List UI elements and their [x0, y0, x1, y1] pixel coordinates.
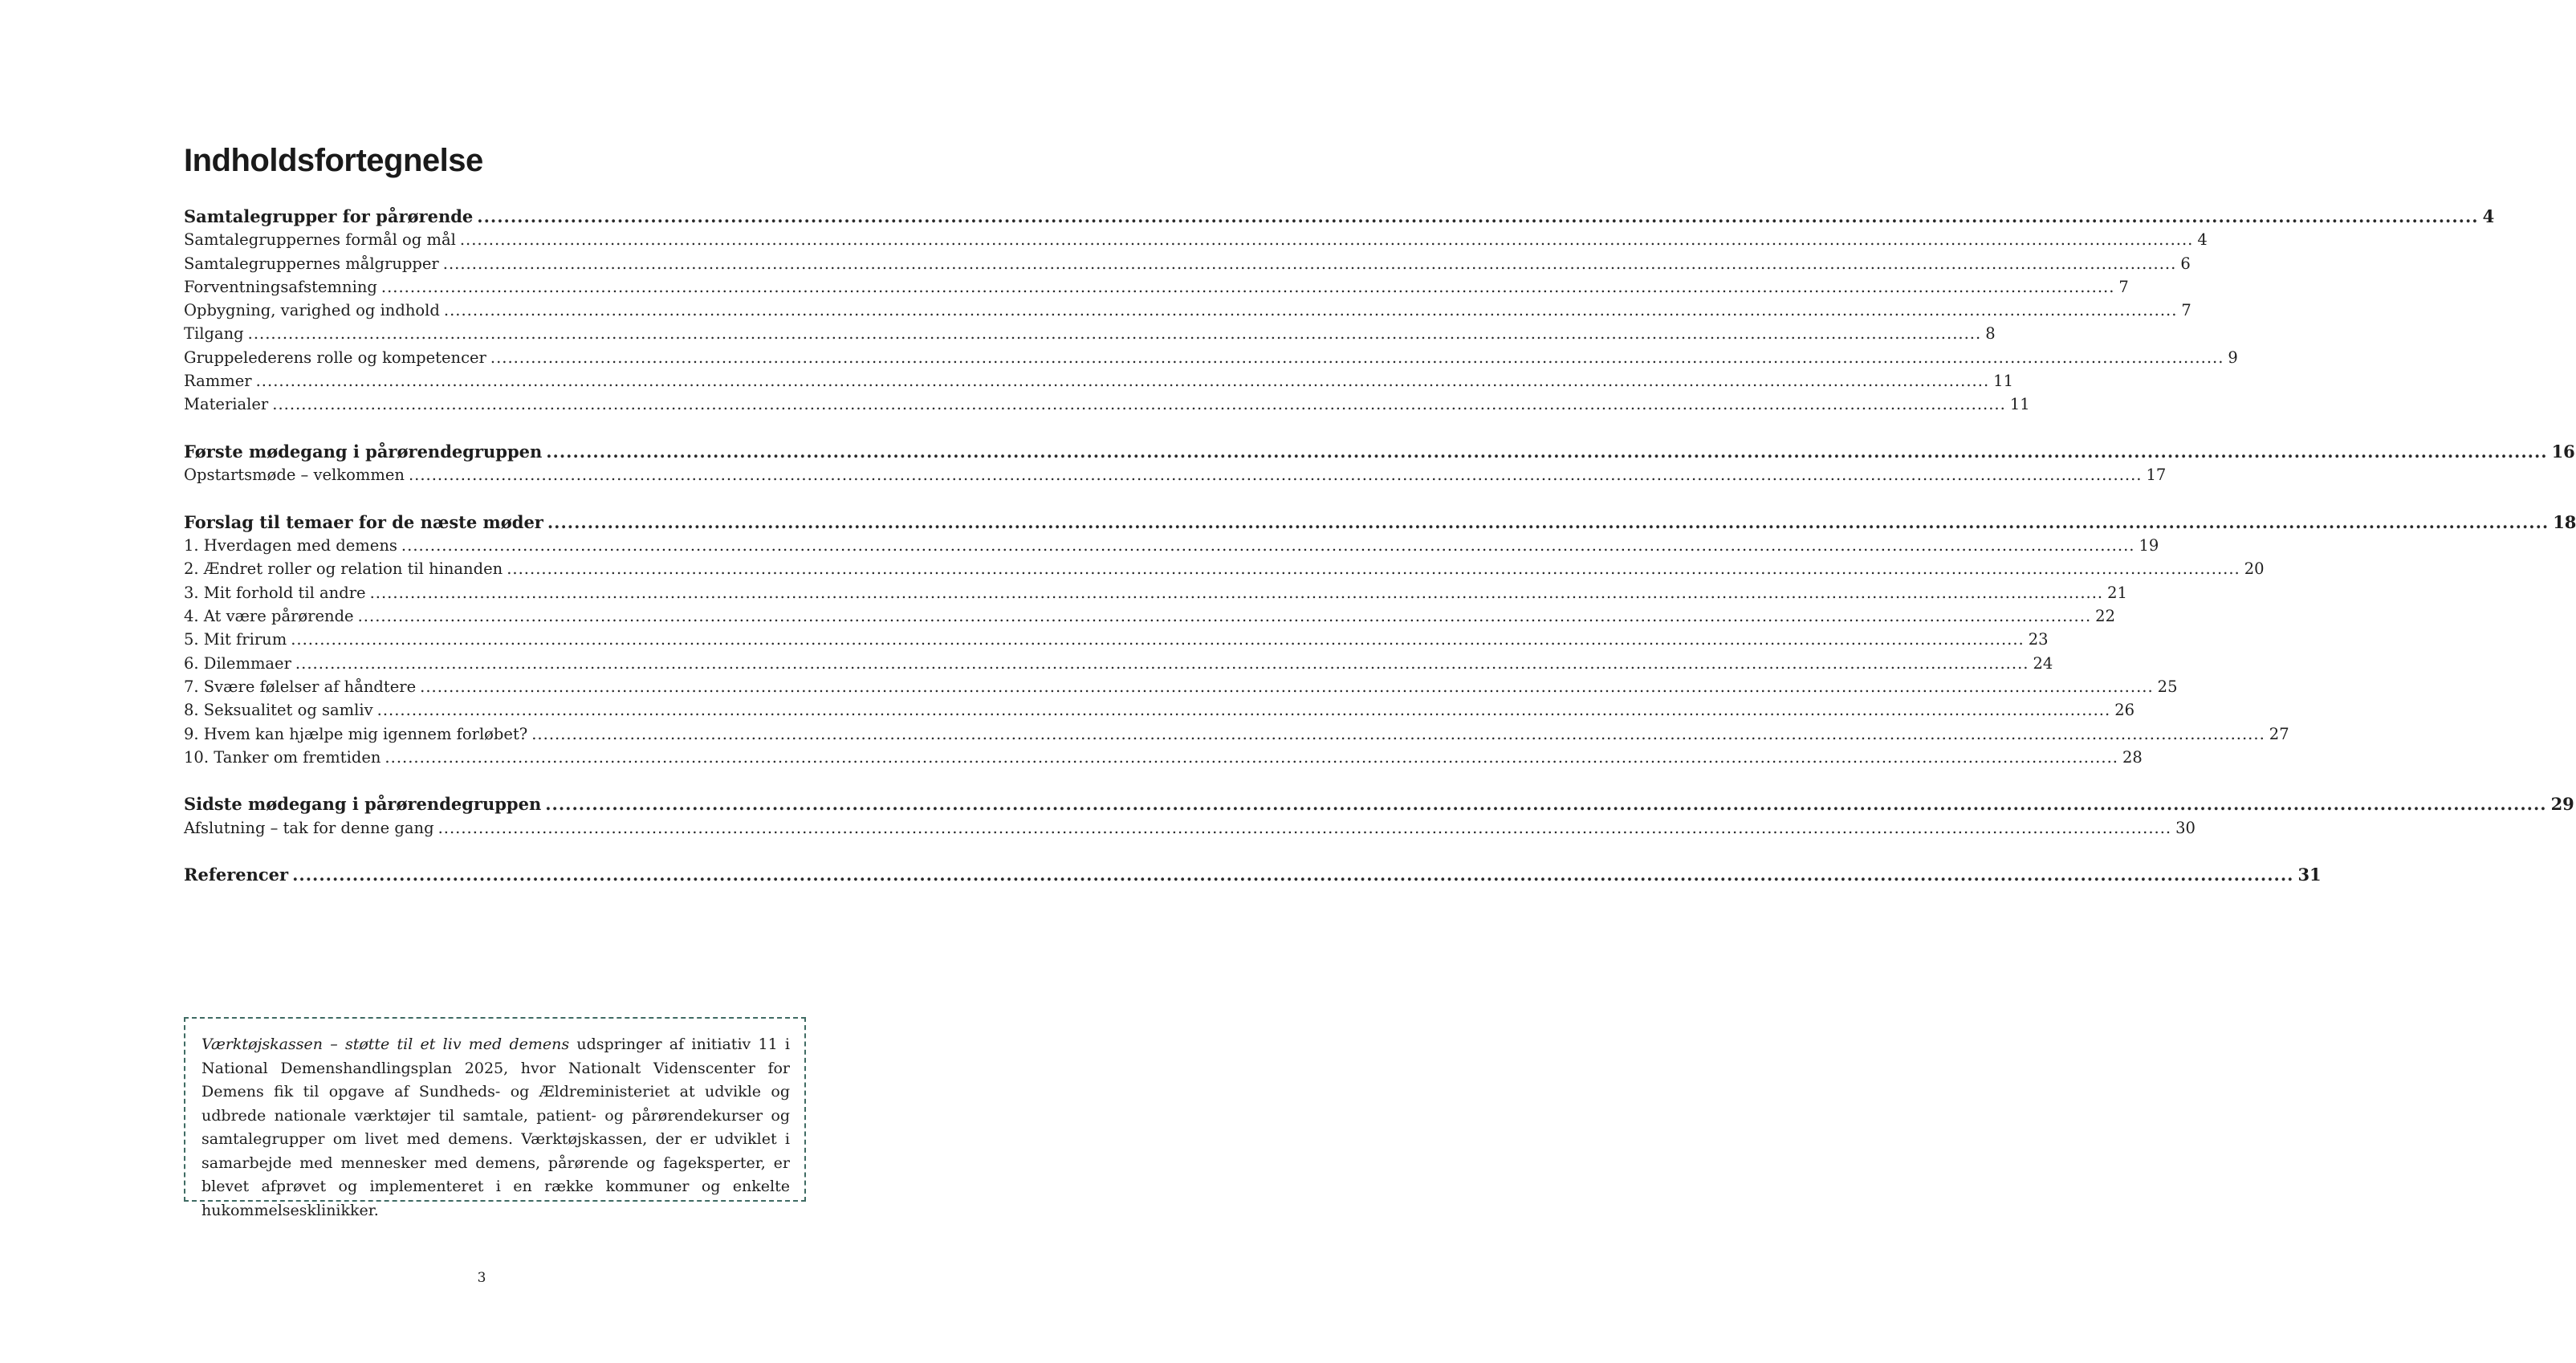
toc-leader-dots: ............................................................................................................................................................................................................................................................................................................ [272, 395, 2006, 414]
toc-entry-page: 4 [2482, 206, 2495, 226]
toc-entry-page: 24 [2033, 653, 2053, 673]
toc-entry-page: 8 [1985, 324, 1996, 344]
toc-entry[interactable] [184, 463, 2167, 486]
toc-leader-dots: ............................................................................................................................................................................................................................................................................................................ [292, 865, 2294, 885]
toc-entry-label: 1. Hverdagen med demens [184, 536, 397, 555]
toc-spacer [184, 769, 806, 792]
toc-entry[interactable] [184, 393, 2030, 416]
toc-leader-dots: ............................................................................................................................................................................................................................................................................................................ [437, 818, 2172, 837]
toc-entry[interactable] [184, 252, 2191, 275]
toc-entry-label: 7. Svære følelser af håndtere [184, 677, 417, 696]
toc-leader-dots: ............................................................................................................................................................................................................................................................................................................ [442, 254, 2177, 273]
page-number: 3 [477, 1270, 486, 1286]
toc-entry[interactable] [184, 369, 2013, 393]
toc-leader-dots: ............................................................................................................................................................................................................................................................................................................ [459, 230, 2194, 250]
toc-entry[interactable] [184, 534, 2159, 557]
toc-section-heading[interactable] [184, 792, 2574, 816]
toc-entry[interactable] [184, 275, 2129, 299]
toc-entry-page: 23 [2028, 630, 2049, 649]
toc-entry[interactable] [184, 228, 2208, 251]
toc-entry-page: 7 [2181, 301, 2191, 320]
toc-entry-page: 6 [2180, 254, 2191, 273]
toc-entry-page: 30 [2175, 818, 2196, 837]
toc-leader-dots: ............................................................................................................................................................................................................................................................................................................ [385, 747, 2118, 767]
toc-entry-page: 31 [2297, 865, 2322, 885]
toc-leader-dots: ............................................................................................................................................................................................................................................................................................................ [369, 583, 2104, 602]
toc-entry-page: 25 [2157, 677, 2178, 696]
toc-entry-label: 5. Mit frirum [184, 630, 287, 649]
toc-entry-page: 7 [2118, 277, 2129, 296]
toc-entry-label: Opbygning, varighed og indhold [184, 301, 440, 320]
toc-entry-page: 18 [2553, 511, 2576, 532]
toc-entry-label: 10. Tanker om fremtiden [184, 747, 381, 767]
toc-entry-page: 17 [2146, 466, 2167, 485]
toc-entry[interactable] [184, 299, 2191, 322]
toc-entry-page: 11 [1993, 372, 2013, 391]
toc-section-heading[interactable] [184, 205, 2495, 228]
toc-entry-page: 26 [2114, 701, 2135, 720]
toc-leader-dots: ............................................................................................................................................................................................................................................................................................................ [295, 653, 2029, 673]
toc-entry-label: Gruppelederens rolle og kompetencer [184, 348, 486, 367]
toc-entry-label: Referencer [184, 865, 289, 885]
toc-entry[interactable] [184, 604, 2115, 628]
toc-entry-page: 9 [2228, 348, 2238, 367]
info-box-italic-lead: Værktøjskassen – støtte til et liv med demens [201, 1035, 570, 1053]
toc-entry-label: 2. Ændret roller og relation til hinanden [184, 559, 503, 579]
toc-entry-page: 16 [2551, 441, 2575, 462]
toc-entry-page: 28 [2122, 747, 2143, 767]
toc-leader-dots: ............................................................................................................................................................................................................................................................................................................ [247, 324, 1982, 344]
toc-leader-dots: ............................................................................................................................................................................................................................................................................................................ [255, 372, 1990, 391]
toc-leader-dots: ............................................................................................................................................................................................................................................................................................................ [420, 677, 2154, 696]
toc-leader-dots: ............................................................................................................................................................................................................................................................................................................ [443, 301, 2178, 320]
toc-entry-label: Sidste mødegang i pårørendegruppen [184, 794, 542, 815]
toc-entry[interactable] [184, 698, 2135, 722]
toc-entry-label: Rammer [184, 372, 252, 391]
toc-entry-page: 4 [2197, 230, 2208, 250]
toc-entry[interactable] [184, 557, 2265, 580]
toc-entry[interactable] [184, 722, 2289, 746]
toc-leader-dots: ............................................................................................................................................................................................................................................................................................................ [408, 466, 2143, 485]
toc-section-heading[interactable] [184, 440, 2575, 463]
toc-entry[interactable] [184, 675, 2178, 698]
toc-entry[interactable] [184, 581, 2127, 604]
toc-entry[interactable] [184, 322, 1996, 345]
toc-leader-dots: ............................................................................................................................................................................................................................................................................................................ [376, 701, 2111, 720]
toc-entry-page: 21 [2107, 583, 2127, 602]
table-of-contents [184, 205, 2576, 887]
toc-entry[interactable] [184, 652, 2053, 675]
toc-leader-dots: ............................................................................................................................................................................................................................................................................................................ [490, 348, 2224, 367]
toc-leader-dots: ............................................................................................................................................................................................................................................................................................................ [507, 559, 2240, 579]
toc-entry-label: Samtalegruppernes formål og mål [184, 230, 456, 250]
toc-entry-label: 9. Hvem kan hjælpe mig igennem forløbet? [184, 724, 528, 743]
toc-entry-page: 22 [2095, 607, 2115, 626]
toc-leader-dots: ............................................................................................................................................................................................................................................................................................................ [380, 277, 2115, 296]
toc-entry-label: Forventningsafstemning [184, 277, 377, 296]
toc-entry-label: Samtalegruppernes målgrupper [184, 254, 439, 273]
info-box-text: udspringer af initiativ 11 i National Demenshandlingsplan 2025, hvor Nationalt Videnscenter for Demens fik til opgave af Sundheds- og Ældreministeriet at udvikle og udbrede nationale værktøjer til samtale, patient- og pårørendekurser og samtalegrupper om livet med demens. Værktøjskassen, der er udviklet i samarbejde med mennesker med demens, pårørende og fageksperter, er blevet afprøvet og implementeret i en række kommuner og enkelte hukommelsesklinikker. [201, 1035, 790, 1219]
toc-spacer [184, 417, 806, 440]
toc-entry-label: 6. Dilemmaer [184, 653, 291, 673]
page-title: Indholdsfortegnelse [184, 143, 483, 178]
toc-leader-dots: ............................................................................................................................................................................................................................................................................................................ [401, 536, 2135, 555]
toc-entry-label: Forslag til temaer for de næste møder [184, 511, 543, 532]
toc-entry-label: Materialer [184, 395, 269, 414]
toc-entry-label: Første mødegang i pårørendegruppen [184, 441, 543, 462]
toc-leader-dots: ............................................................................................................................................................................................................................................................................................................ [291, 630, 2025, 649]
toc-entry-label: Tilgang [184, 324, 244, 344]
toc-entry-label: 8. Seksualitet og samliv [184, 701, 373, 720]
toc-leader-dots: ............................................................................................................................................................................................................................................................................................................ [546, 441, 2548, 462]
toc-leader-dots: ............................................................................................................................................................................................................................................................................................................ [547, 511, 2550, 532]
toc-spacer [184, 840, 806, 863]
toc-section-heading[interactable] [184, 511, 2576, 534]
toc-entry[interactable] [184, 746, 2143, 769]
toc-leader-dots: ............................................................................................................................................................................................................................................................................................................ [357, 607, 2092, 626]
toc-entry-label: Afslutning – tak for denne gang [184, 818, 434, 837]
toc-entry-page: 20 [2244, 559, 2265, 579]
toc-entry-label: Opstartsmøde – velkommen [184, 466, 405, 485]
toc-entry-label: 4. At være pårørende [184, 607, 354, 626]
toc-entry[interactable] [184, 346, 2238, 369]
toc-section-heading[interactable] [184, 863, 2322, 886]
toc-leader-dots: ............................................................................................................................................................................................................................................................................................................ [531, 724, 2265, 743]
info-box [184, 1017, 806, 1219]
toc-leader-dots: ............................................................................................................................................................................................................................................................................................................ [545, 794, 2547, 815]
toc-spacer [184, 487, 806, 511]
toc-entry-page: 19 [2139, 536, 2159, 555]
toc-entry[interactable] [184, 628, 2049, 651]
toc-entry-label: Samtalegrupper for pårørende [184, 206, 474, 226]
toc-entry[interactable] [184, 816, 2196, 840]
toc-entry-page: 27 [2269, 724, 2289, 743]
toc-entry-page: 11 [2009, 395, 2030, 414]
toc-entry-label: 3. Mit forhold til andre [184, 583, 366, 602]
toc-entry-page: 29 [2550, 794, 2574, 815]
toc-leader-dots: ............................................................................................................................................................................................................................................................................................................ [477, 206, 2479, 226]
